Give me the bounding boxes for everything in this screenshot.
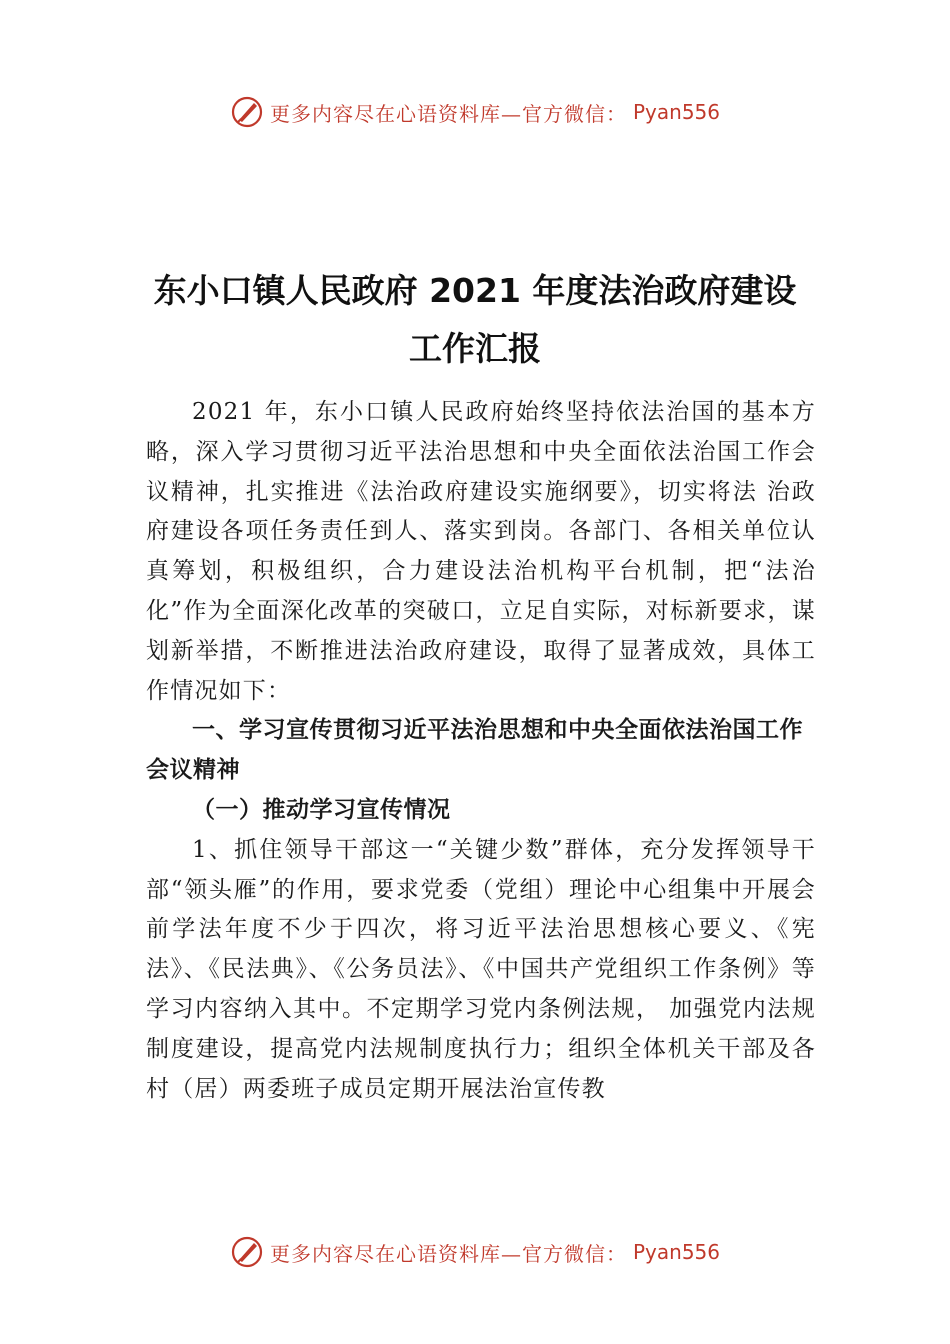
title-line-2: 工作汇报 — [409, 329, 541, 368]
body-paragraph-1: 1、抓住领导干部这一“关键少数”群体，充分发挥领导干部“领头雁”的作用，要求党委（党组）理论中心组集中开展会前学法年度不少于四次，将习近平法治思想核心要义、《宪法》、《民法典》、《公务员法》、《中国共产党组织工作条例》等学习内容纳入其中。不定期学习党内条例法规， 加强党内法规制度建设，提高党内法规制度执行力；组织全体机关干部及各村（居）两委班子成员定期开展法治宣传教 — [146, 836, 816, 1102]
section-heading-1: 一、学习宣传贯彻习近平法治思想和中央全面依法治国工作会议精神 — [146, 717, 803, 784]
subsection-heading-1: （一）推动学习宣传情况 — [192, 796, 451, 823]
title-line-1: 东小口镇人民政府 2021 年度法治政府建设 — [153, 271, 797, 310]
document-body — [146, 393, 816, 1109]
banner-wechat-id: Pyan556 — [632, 100, 720, 124]
footer-banner — [0, 1232, 950, 1272]
header-banner — [0, 92, 950, 132]
quill-logo-icon — [230, 1235, 264, 1269]
document-title — [100, 262, 850, 378]
quill-logo-icon — [230, 95, 264, 129]
banner-text: 更多内容尽在心语资料库—官方微信： — [269, 1241, 627, 1266]
banner-text: 更多内容尽在心语资料库—官方微信： — [269, 101, 627, 126]
banner-wechat-id: Pyan556 — [632, 1240, 720, 1264]
intro-paragraph: 2021 年，东小口镇人民政府始终坚持依法治国的基本方略，深入学习贯彻习近平法治思想和中央全面依法治国工作会议精神，扎实推进《法治政府建设实施纲要》，切实将法 治政府建设各项任务责任到人、落实到岗。各部门、各相关单位认真筹划，积极组织，合力建设法治机构平台机制，把“法治化”作为全面深化改革的突破口，立足自实际，对标新要求，谋划新举措，不断推进法治政府建设，取得了显著成效，具体工作情况如下： — [146, 399, 816, 704]
